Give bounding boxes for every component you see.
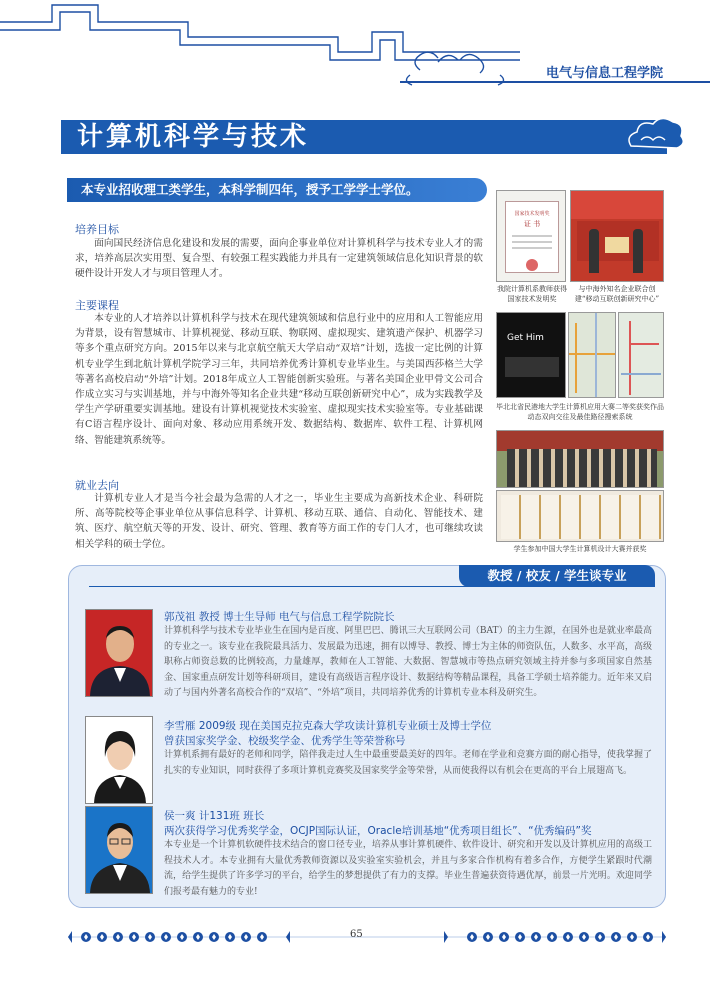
photo-caption-2: 与中海外知名企业联合创建“移动互联创新研究中心”	[574, 285, 660, 303]
route-screenshot-photo	[618, 312, 664, 398]
certificate-title: 国家技术发明奖	[514, 211, 550, 217]
person-1-text: 计算机科学与技术专业毕业生在国内是百度、阿里巴巴、腾讯三大互联网公司（BAT）的主力生源，在国外也是就业率最高的专业之一。该专业在我院最具活力、发展最为迅速，拥有以博导、教授、博士为主体的师资队伍，人数多、水平高，高级职称占师资总数的比例较高，力量雄厚，教师在人工智能、大数据、智慧城市等热点研究领域主持并参与多项国家自然基金、国家重点研发计划等科研项目，建设有高级语言程序设计、数据结构等精品课程，具备工学硕士培养能力。近年来又启动了与国内外著名高校合作的“双培”、“外培”项目，共同培养优秀的计算机专业本科及研究生。	[164, 626, 652, 698]
header-divider	[400, 81, 710, 83]
person-2-honors: 曾获国家奖学金、校级奖学金、优秀学生等荣誉称号	[164, 735, 406, 747]
section-body-courses: 本专业的人才培养以计算机科学与技术在现代建筑领域和信息行业中的应用和人工智能应用为背景，设有智慧城市、计算机视觉、移动互联、物联网、虚拟现实、建筑遗产保护、机器学习等多个重点研究方向。2015年以来与北京航空航天大学启动“双培”计划，选拔一定比例的计算机专业学生到北航计算机学院学习三年，共同培养优秀计算机专业毕业生。与美国西莎格兰大学等著名高校启动“外培”计划。2018年成立人工智能创新实验班。与著名美国企业甲骨文公司合作成立实习与实训基地，并与中海外等知名企业共建“移动互联创新研究中心”，成为实践教学及学生产学研重要实训基地。建设有计算机视觉技术实验室、虚拟现实技术实验室等。专业基础课有C语言程序设计、面向对象、移动应用系统开发、数据结构、数据库、软件工程、计算机网络、智能建筑系统等。	[75, 313, 483, 446]
section-heading-courses: 主要课程	[75, 299, 119, 312]
certificate-sub: 证 书	[523, 220, 541, 228]
portrait-alumna-icon	[86, 717, 153, 804]
person-3-name: 侯一爽 计131班 班长	[164, 810, 265, 822]
person-3-honors: 两次获得学习优秀奖学金，OCJP国际认证，Oracle培训基地“优秀项目组长”、“优秀编码”奖	[164, 825, 592, 837]
map-screenshot-photo	[568, 312, 616, 398]
page-number: 65	[350, 929, 363, 940]
section-body-career: 计算机专业人才是当今社会最为急需的人才之一，毕业生主要成为高新技术企业、科研院所、高等院校等企事业单位从事信息科学、计算机、移动互联、通信、自动化、智能技术、建筑、医疗、航空航天等的开发、设计、研究、管理、教育等方面工作的专门人才，也可继续攻读相关学科的硕士学位。	[75, 493, 483, 550]
avatar	[85, 806, 153, 894]
section-heading-goal: 培养目标	[75, 223, 119, 236]
subtitle: 本专业招收理工类学生，本科学制四年，授予工学学士学位。	[81, 182, 419, 197]
title-banner	[67, 120, 667, 154]
ceremony-photo	[570, 190, 664, 282]
cloud-ornament-icon	[625, 116, 685, 158]
person-3-text: 本专业是一个计算机软硬件技术结合的窗口径专业，培养从事计算机硬件、软件设计、研究和开发以及计算机应用的高级工程技术人才。本专业拥有大量优秀教师资源以及实验室实验机会，并且与多家合作机构有着多合作，方便学生紧跟时代潮流，给学生提供了许多学习的平台，给学生的梦想提供了有力的支撑。毕业生普遍获资待遇优厚，前景一片光明。欢迎同学们报考最有魅力的专业!	[164, 840, 652, 897]
avatar	[85, 609, 153, 697]
certificate-photo	[496, 190, 566, 282]
section-body-goal: 面向国民经济信息化建设和发展的需要，面向企事业单位对计算机科学与技术专业人才的需求，培养高层次实用型、复合型、有较强工程实践能力并具有一定建筑领域信息化知识背景的软硬件设计开发人才与项目管理人才。	[75, 238, 483, 280]
avatar	[85, 716, 153, 804]
app-brand: Get Him	[507, 333, 544, 343]
person-2-name: 李雪雁 2009级 现在美国克拉克森大学攻读计算机专业硕士及博士学位	[164, 720, 492, 732]
panel-divider	[89, 586, 469, 587]
page-title: 计算机科学与技术	[77, 122, 310, 152]
award-certificates-photo	[496, 490, 664, 542]
portrait-student-icon	[86, 807, 153, 894]
photo-caption-1: 我院计算机系教师获得国家技术发明奖	[497, 285, 567, 303]
section-heading-career: 就业去向	[75, 479, 119, 492]
panel-tab-title: 教授 / 校友 / 学生谈专业	[459, 565, 655, 587]
photo-caption-3: 毕北北省民港地大学生计算机应用大赛二等奖获奖作品动态双向交往及最佳路径搜索系统	[496, 403, 664, 421]
person-2-text: 计算机系拥有最好的老师和同学，陪伴我走过人生中最重要最美好的四年。老师在学业和竞赛方面的耐心指导，使我掌握了扎实的专业知识，同时获得了多项计算机竞赛奖及国家奖学金等荣誉，从而使我得以有机会在更高的平台上展翅高飞。	[164, 750, 652, 776]
footer-ornament	[68, 928, 666, 946]
person-1-name: 郭茂祖 教授 博士生导师 电气与信息工程学院院长	[164, 611, 395, 623]
competition-group-photo	[496, 430, 664, 488]
app-screenshot-photo	[496, 312, 566, 398]
subtitle-banner	[67, 178, 487, 202]
portrait-professor-icon	[86, 610, 153, 697]
department-name: 电气与信息工程学院	[545, 66, 663, 81]
photo-caption-4: 学生参加中国大学生计算机设计大赛并获奖	[513, 545, 647, 553]
